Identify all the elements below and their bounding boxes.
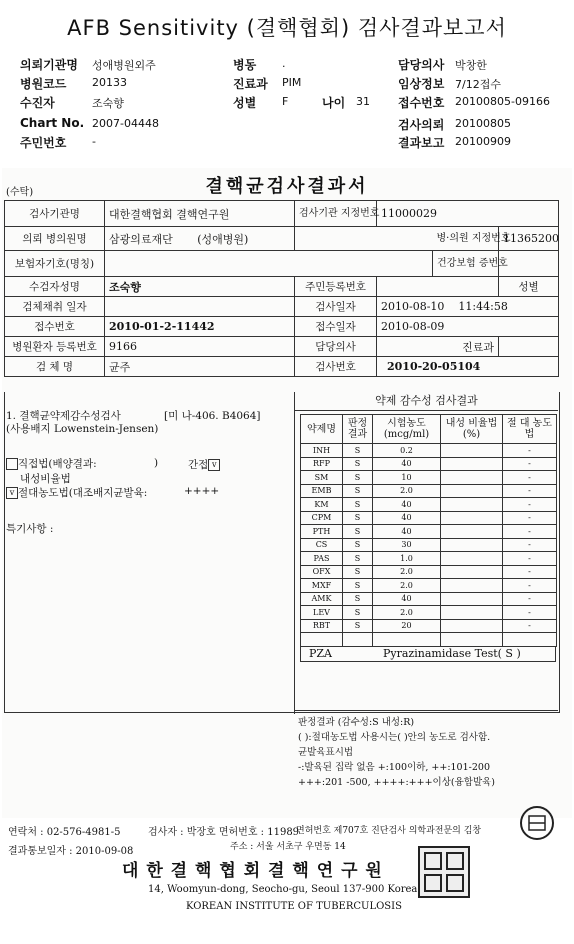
designated-no-label: 검사기관 지정번호 [295,201,377,227]
result-cell [441,471,503,485]
patient-info-table [4,200,559,377]
absolute-label: 절대농도법(대조배지균발육: [18,487,148,499]
result-cell: MXF [301,579,343,593]
doctor-seal [520,806,554,840]
header-label: 주민번호 [20,136,67,150]
receipt-no-label: 접수번호 [5,317,105,337]
legend-line: -:발육된 집락 없음 +:100이하, ++:101-200 [298,762,490,773]
footer-phone: 연락처 : 02-576-4981-5 [8,827,121,838]
result-cell: S [343,592,373,606]
result-cell [441,457,503,471]
clinic-no-label: 병·의원 지정번호 [433,227,499,251]
results-body [301,444,557,647]
requesting-hospital-cell [105,227,295,251]
result-cell: S [343,471,373,485]
result-cell: S [343,511,373,525]
hosp-reg-label: 병원환자 등록번호 [5,337,105,357]
age-value: 31 [356,95,370,108]
result-cell [441,619,503,633]
result-row [301,511,557,525]
header-value: 2007-04448 [92,117,159,130]
legend-line: 균발육표시법 [298,747,354,758]
result-cell: - [503,511,557,525]
collect-date-label: 검체채취 일자 [5,297,105,317]
result-cell: - [503,565,557,579]
result-cell [441,552,503,566]
result-cell [343,633,373,647]
absolute-value: ++++ [184,485,220,497]
result-row [301,606,557,620]
result-cell: PAS [301,552,343,566]
dept-label: 진료과 [377,337,499,357]
result-row [301,484,557,498]
header-label: 결과보고 [398,136,445,150]
header-label: 수진자 [20,96,55,110]
result-cell: 40 [373,525,441,539]
header-label: 접수번호 [398,96,445,110]
pza-row [300,646,556,662]
result-cell: - [503,471,557,485]
result-row [301,579,557,593]
results-table [300,414,557,647]
method-code: [미 나-406. B4064] [164,410,261,422]
footer-address-kr: 주소 : 서울 서초구 우면동 14 [230,842,346,852]
result-cell: - [503,525,557,539]
footer-examiner: 검사자 : 박장호 면허번호 : 11989 [148,827,300,838]
form-title: 결핵균검사결과서 [205,176,369,197]
result-cell: 2.0 [373,484,441,498]
result-cell: 20 [373,619,441,633]
legend-line: +++:201 -500, ++++:+++이상(융합발육) [298,777,496,788]
result-cell: - [503,457,557,471]
result-cell: 2.0 [373,579,441,593]
health-ins-label: 건강보험 증번호 [433,251,499,277]
result-row [301,444,557,458]
footer-doctor: 면허번호 제707호 진단검사 의학과전문의 김창 [296,826,482,836]
test-no-label: 검사번호 [295,357,377,377]
result-row [301,633,557,647]
result-row [301,565,557,579]
result-cell: S [343,565,373,579]
doctor-label: 담당의사 [295,337,377,357]
test-institution-value: 대한결핵협회 결핵연구원 [105,201,295,227]
result-cell [441,444,503,458]
direct-checkbox [6,458,18,470]
col-header: 약제명 [301,415,343,444]
header-value: PIM [282,76,302,89]
result-cell: EMB [301,484,343,498]
test-institution-label: 검사기관명 [5,201,105,227]
result-cell: S [343,552,373,566]
indirect-row [188,457,220,472]
result-cell: 40 [373,511,441,525]
result-cell [441,511,503,525]
hosp-reg-value: 9166 [105,337,295,357]
result-cell [441,498,503,512]
absolute-row [6,485,147,500]
pza-value: Pyrazinamidase Test( S ) [383,647,521,660]
header-label: 성별 [233,96,257,110]
clinic-no-value: 11365200 [499,227,559,251]
receipt-date-label: 접수일자 [295,317,377,337]
result-row [301,592,557,606]
col-header: 절 대 농도법 [503,415,557,444]
result-cell: S [343,538,373,552]
header-label: 임상정보 [398,77,445,91]
requesting-hospital-value: 삼광의료재단 [109,232,173,246]
result-row [301,525,557,539]
header-value: 조숙향 [92,97,124,110]
result-cell: S [343,498,373,512]
result-cell: 40 [373,498,441,512]
test-date-label: 검사일자 [295,297,377,317]
test-date-value: 2010-08-10 11:44:58 [377,297,559,317]
header-label: 병동 [233,58,257,72]
result-cell [503,633,557,647]
result-cell: - [503,538,557,552]
institute-seal [418,846,470,898]
result-cell: CS [301,538,343,552]
pza-label: PZA [309,647,332,660]
requesting-hospital-sub: (성애병원) [197,232,249,246]
rrn-label: 주민등록번호 [295,277,377,297]
result-cell [301,633,343,647]
insured-label: 보험자기호(명칭) [5,251,105,277]
header-value: 20100805 [455,117,511,130]
specimen-value: 균주 [105,357,295,377]
result-cell: - [503,619,557,633]
test-no-value: 2010-20-05104 [377,357,559,377]
result-cell: - [503,552,557,566]
result-cell: S [343,444,373,458]
result-row [301,552,557,566]
method-line1: 1. 결핵균약제감수성검사 [6,410,121,422]
direct-method-row [6,456,97,471]
result-row [301,538,557,552]
result-cell: S [343,457,373,471]
col-header: 내성 비율법(%) [441,415,503,444]
header-value: F [282,95,289,108]
header-value: 20100909 [455,135,511,148]
header-label: 진료과 [233,77,268,91]
result-cell: 0.2 [373,444,441,458]
result-cell: - [503,592,557,606]
result-cell [441,484,503,498]
result-cell [441,592,503,606]
result-cell [441,579,503,593]
result-cell: - [503,606,557,620]
result-cell: - [503,444,557,458]
result-cell [441,606,503,620]
result-cell [441,633,503,647]
header-value: 7/12접수 [455,78,501,91]
result-cell [441,565,503,579]
result-cell: SM [301,471,343,485]
result-cell: 30 [373,538,441,552]
result-cell: OFX [301,565,343,579]
result-cell [441,525,503,539]
absolute-checkbox: v [6,487,18,499]
result-cell: 2.0 [373,565,441,579]
header-value: 박창한 [455,59,487,72]
result-cell: 2.0 [373,606,441,620]
result-cell: KM [301,498,343,512]
header-label: Chart No. [20,116,85,130]
result-cell: RBT [301,619,343,633]
header-label: 병원코드 [20,77,67,91]
header-value: 20100805-09166 [455,95,550,108]
result-cell: 1.0 [373,552,441,566]
age-label: 나이 [322,96,346,110]
footer-institute-kr: 대 한 결 핵 협 회 결 핵 연 구 원 [122,861,383,881]
specimen-label: 검 체 명 [5,357,105,377]
legend-line: ( ):절대농도법 사용시는( )안의 농도로 검사함. [298,732,491,743]
ratio-label: 내성비율법 [20,473,71,485]
direct-label: 직접법(배양결과: [18,458,97,470]
result-row [301,457,557,471]
result-cell: S [343,579,373,593]
result-cell: S [343,606,373,620]
remarks-label: 특기사항 : [6,523,54,535]
designated-no-value: 11000029 [377,201,559,227]
header-value: . [282,57,286,70]
legend-line: 판정결과 (감수성:S 내성:R) [298,717,415,728]
result-cell: LEV [301,606,343,620]
header-label: 검사의뢰 [398,118,445,132]
indirect-label: 간접 [188,459,209,471]
header-value: - [92,135,96,148]
footer-notice-date: 결과통보일자 : 2010-09-08 [8,846,134,857]
result-cell: RFP [301,457,343,471]
direct-close: ) [154,457,159,469]
requesting-hospital-label: 의뢰 병의원명 [5,227,105,251]
result-cell: PTH [301,525,343,539]
patient-value: 조숙향 [105,277,295,297]
results-header-row [301,415,557,444]
receipt-date-value: 2010-08-09 [377,317,559,337]
result-row [301,471,557,485]
header-value: 20133 [92,76,127,89]
header-label: 담당의사 [398,58,445,72]
result-cell: AMK [301,592,343,606]
report-title: AFB Sensitivity (결핵협회) 검사결과보고서 [67,16,507,40]
col-header: 판정 결과 [343,415,373,444]
header-value: 성애병원외주 [92,59,156,72]
result-cell: - [503,498,557,512]
result-cell [373,633,441,647]
lower-divider [294,392,295,714]
footer-address-en: 14, Woomyun-dong, Seocho-gu, Seoul 137-900 Korea [148,884,418,895]
result-cell: S [343,619,373,633]
result-cell: - [503,579,557,593]
result-cell: S [343,484,373,498]
result-row [301,619,557,633]
result-cell: 40 [373,592,441,606]
sex-label: 성별 [499,277,559,297]
receipt-no-value: 2010-01-2-11442 [105,317,295,337]
patient-label: 수검자성명 [5,277,105,297]
header-label: 의뢰기관명 [20,58,78,72]
result-cell: S [343,525,373,539]
results-title: 약제 감수성 검사결과 [295,392,558,411]
result-cell: 10 [373,471,441,485]
result-cell: - [503,484,557,498]
result-cell [441,538,503,552]
indirect-checkbox: v [208,459,220,471]
result-cell: CPM [301,511,343,525]
receipt-tag: (수탁) [6,187,34,198]
footer-institute-en: KOREAN INSTITUTE OF TUBERCULOSIS [186,901,402,912]
result-cell: 40 [373,457,441,471]
col-header: 시험농도 (mcg/ml) [373,415,441,444]
result-cell: INH [301,444,343,458]
method-line2: (사용배지 Lowenstein-Jensen) [6,423,159,435]
result-row [301,498,557,512]
